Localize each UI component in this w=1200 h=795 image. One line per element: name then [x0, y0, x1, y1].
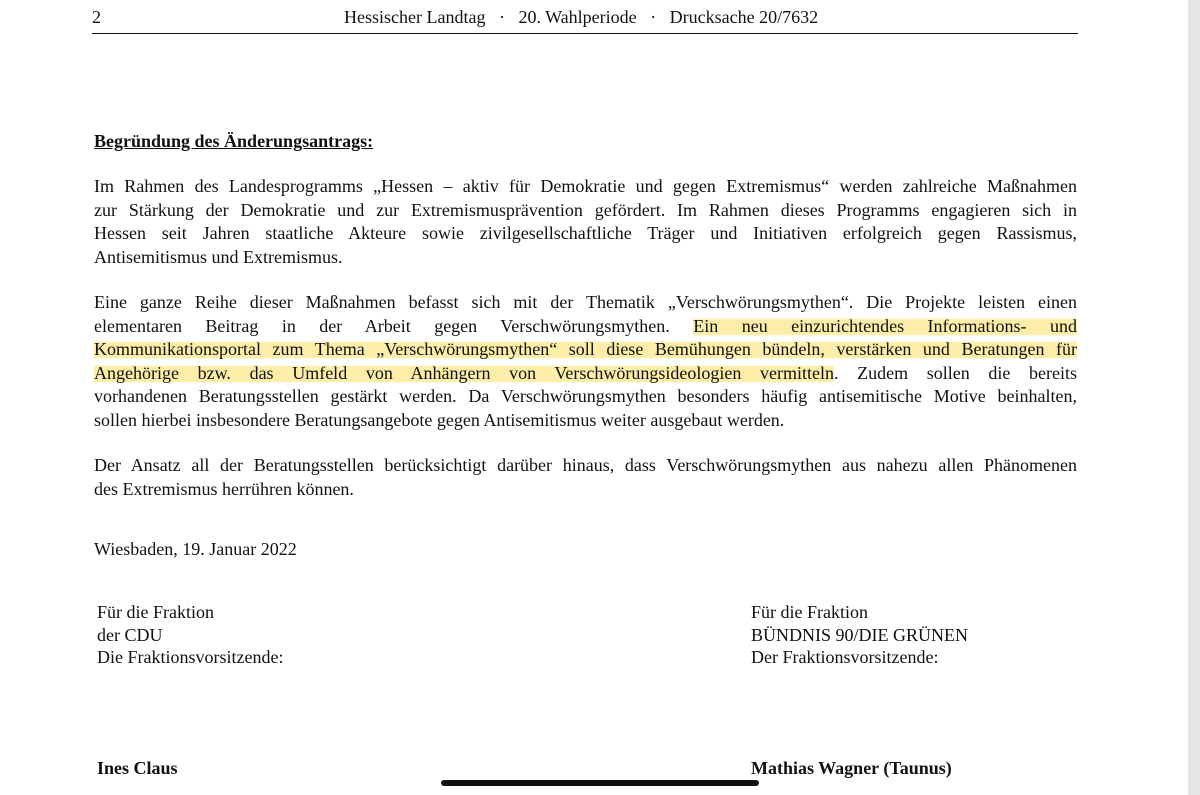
- viewer-edge: [1188, 0, 1200, 795]
- paragraph-line: Eine ganze Reihe dieser Maßnahmen befasst sich mit der Thematik „Verschwörungsmythen“. Die Projekte leisten einen: [94, 292, 1077, 312]
- signature-line: der CDU: [97, 624, 163, 645]
- paragraph-line: zur Stärkung der Demokratie und zur Extremismusprävention gefördert. Im Rahmen dieses Programms engagieren sich in: [94, 199, 1077, 220]
- highlighted-text: Angehörige bzw. das Umfeld von Anhängern von Verschwörungsideologien vermitteln: [94, 362, 834, 383]
- signatory-name-greens: Mathias Wagner (Taunus): [751, 758, 952, 778]
- highlighted-text: Kommunikationsportal zum Thema „Verschwörungsmythen“ soll diese Bemühungen bündeln, verstärken und Beratungen für: [94, 339, 1077, 359]
- signature-line: BÜNDNIS 90/DIE GRÜNEN: [751, 624, 968, 645]
- header-meta: [344, 7, 818, 28]
- header-separator: ·: [650, 7, 657, 27]
- signature-block-cdu: [97, 601, 283, 669]
- signature-line: Für die Fraktion: [97, 602, 214, 622]
- paragraph-line: des Extremismus herrühren können.: [94, 478, 354, 499]
- home-indicator[interactable]: [441, 780, 759, 786]
- signature-block-greens: [751, 601, 968, 669]
- paragraph-line: sollen hierbei insbesondere Beratungsangebote gegen Antisemitismus weiter ausgebaut werden.: [94, 409, 785, 430]
- page-header: [92, 7, 1078, 34]
- paragraph-line: Antisemitismus und Extremismus.: [94, 246, 343, 267]
- signatory-name-cdu: Ines Claus: [97, 758, 178, 778]
- section-heading: Begründung des Änderungsantrags:: [94, 131, 374, 151]
- paragraph-line: [94, 315, 1077, 339]
- signature-line: Die Fraktionsvorsitzende:: [97, 647, 284, 667]
- parliament-name: Hessischer Landtag: [344, 7, 486, 27]
- highlighted-text: Ein neu einzurichtendes Informations- und: [693, 315, 1077, 336]
- header-separator: ·: [498, 7, 505, 27]
- term-label: 20. Wahlperiode: [518, 7, 637, 27]
- paragraph-line: Hessen seit Jahren staatliche Akteure sowie zivilgesellschaftliche Träger und Initiativen erfolgreich gegen Rassismus,: [94, 223, 1077, 243]
- text-plain: elementaren Beitrag in der Arbeit gegen Verschwörungsmythen.: [94, 315, 670, 336]
- paragraph-3: [94, 454, 1077, 501]
- paragraph-line: Der Ansatz all der Beratungsstellen berücksichtigt darüber hinaus, dass Verschwörungsmythen aus nahezu allen Phänomenen: [94, 455, 1077, 475]
- paragraph-line: vorhandenen Beratungsstellen gestärkt werden. Da Verschwörungsmythen besonders häufig antisemitische Motive beinhalten,: [94, 386, 1077, 406]
- place-date: Wiesbaden, 19. Januar 2022: [94, 539, 297, 559]
- text-plain: . Zudem sollen die bereits: [833, 362, 1077, 383]
- paragraph-line: [94, 362, 1077, 386]
- document-number: Drucksache 20/7632: [669, 7, 819, 27]
- page-number: 2: [92, 7, 101, 27]
- paragraph-1: [94, 175, 1077, 269]
- paragraph-line: [94, 338, 1077, 362]
- paragraph-2: [94, 291, 1077, 432]
- paragraph-line: Im Rahmen des Landesprogramms „Hessen – aktiv für Demokratie und gegen Extremismus“ werden zahlreiche Maßnahmen: [94, 176, 1077, 196]
- signature-line: Für die Fraktion: [751, 602, 868, 622]
- signature-line: Der Fraktionsvorsitzende:: [751, 647, 939, 667]
